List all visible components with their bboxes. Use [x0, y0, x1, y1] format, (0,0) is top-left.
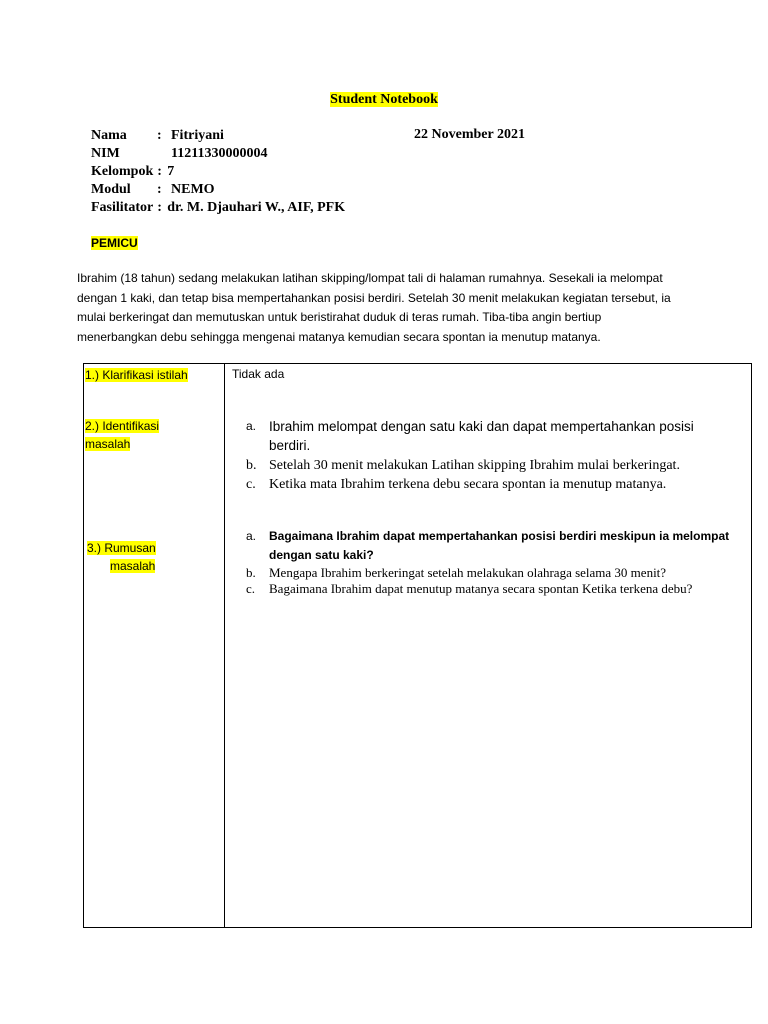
klarifikasi-label — [85, 366, 188, 384]
identifikasi-item-b — [246, 458, 680, 474]
item-text: Mengapa Ibrahim berkeringat setelah melakukan olahraga selama 30 menit? — [269, 565, 667, 580]
klarifikasi-label-text: 1.) Klarifikasi istilah — [85, 368, 188, 382]
meta-value: dr. M. Djauhari W., AIF, PFK — [167, 200, 346, 215]
identifikasi-label-line2: masalah — [85, 437, 131, 451]
list-marker: a. — [246, 419, 257, 433]
document-title — [0, 92, 768, 108]
meta-value: 7 — [167, 164, 175, 179]
meta-row-fasilitator — [91, 199, 345, 217]
identifikasi-item-a — [246, 417, 694, 455]
discussion-table — [83, 363, 752, 928]
item-text: Bagaimana Ibrahim dapat menutup matanya secara spontan Ketika terkena debu? — [269, 581, 693, 596]
document-date: 22 November 2021 — [414, 127, 525, 142]
list-marker: a. — [246, 529, 257, 543]
identifikasi-label — [85, 417, 159, 453]
rumusan-item-a — [246, 527, 729, 565]
meta-label: Fasilitator — [91, 200, 154, 215]
item-text: berdiri. — [269, 438, 311, 453]
list-marker: b. — [246, 458, 257, 473]
meta-label: Modul — [91, 182, 131, 197]
paragraph-line: dengan 1 kaki, dan tetap bisa mempertahankan posisi berdiri. Setelah 30 menit melakukan kegiatan tersebut, ia — [77, 290, 671, 305]
meta-row-modul — [91, 181, 345, 199]
document-title-text: Student Notebook — [330, 92, 438, 107]
paragraph-line: menerbangkan debu sehingga mengenai matanya kemudian secara spontan ia menutup matanya. — [77, 329, 601, 344]
meta-colon: : — [157, 182, 162, 197]
meta-label: Nama — [91, 128, 127, 143]
pemicu-heading-text: PEMICU — [91, 236, 138, 250]
meta-colon: : — [157, 200, 162, 215]
rumusan-label — [87, 539, 156, 575]
paragraph-line: mulai berkeringat dan memutuskan untuk beristirahat duduk di teras rumah. Tiba-tiba angin bertiup — [77, 310, 602, 324]
item-text: Bagaimana Ibrahim dapat mempertahankan posisi berdiri meskipun ia melompat — [269, 529, 730, 543]
student-info — [91, 127, 345, 217]
paragraph-line: Ibrahim (18 tahun) sedang melakukan latihan skipping/lompat tali di halaman rumahnya. Sesekali ia melompat — [77, 271, 663, 285]
meta-row-kelompok — [91, 163, 345, 181]
meta-value: NEMO — [171, 182, 215, 197]
list-marker: c. — [246, 477, 256, 492]
pemicu-heading — [91, 236, 138, 250]
klarifikasi-value: Tidak ada — [232, 367, 285, 381]
meta-value: Fitriyani — [171, 128, 224, 143]
item-text: dengan satu kaki? — [269, 548, 374, 562]
pemicu-paragraph — [77, 269, 717, 347]
list-marker: b. — [246, 565, 256, 580]
rumusan-item-b — [246, 565, 666, 581]
meta-label: NIM — [91, 146, 120, 161]
meta-value: 11211330000004 — [171, 146, 268, 161]
identifikasi-label-line1: 2.) Identifikasi — [85, 419, 160, 433]
meta-row-nama — [91, 127, 345, 145]
rumusan-label-line2: masalah — [110, 559, 156, 573]
column-divider — [224, 364, 225, 927]
meta-colon: : — [157, 128, 162, 143]
meta-row-nim — [91, 145, 345, 163]
item-text: Ketika mata Ibrahim terkena debu secara spontan ia menutup matanya. — [269, 477, 667, 492]
item-text: Setelah 30 menit melakukan Latihan skipping Ibrahim mulai berkeringat. — [269, 458, 680, 473]
item-text: Ibrahim melompat dengan satu kaki dan dapat mempertahankan posisi — [269, 419, 694, 434]
rumusan-label-line1: 3.) Rumusan — [87, 541, 156, 555]
meta-label: Kelompok — [91, 164, 154, 179]
meta-colon: : — [157, 164, 162, 179]
identifikasi-item-c — [246, 477, 666, 493]
list-marker: c. — [246, 581, 256, 596]
rumusan-item-c — [246, 581, 692, 597]
